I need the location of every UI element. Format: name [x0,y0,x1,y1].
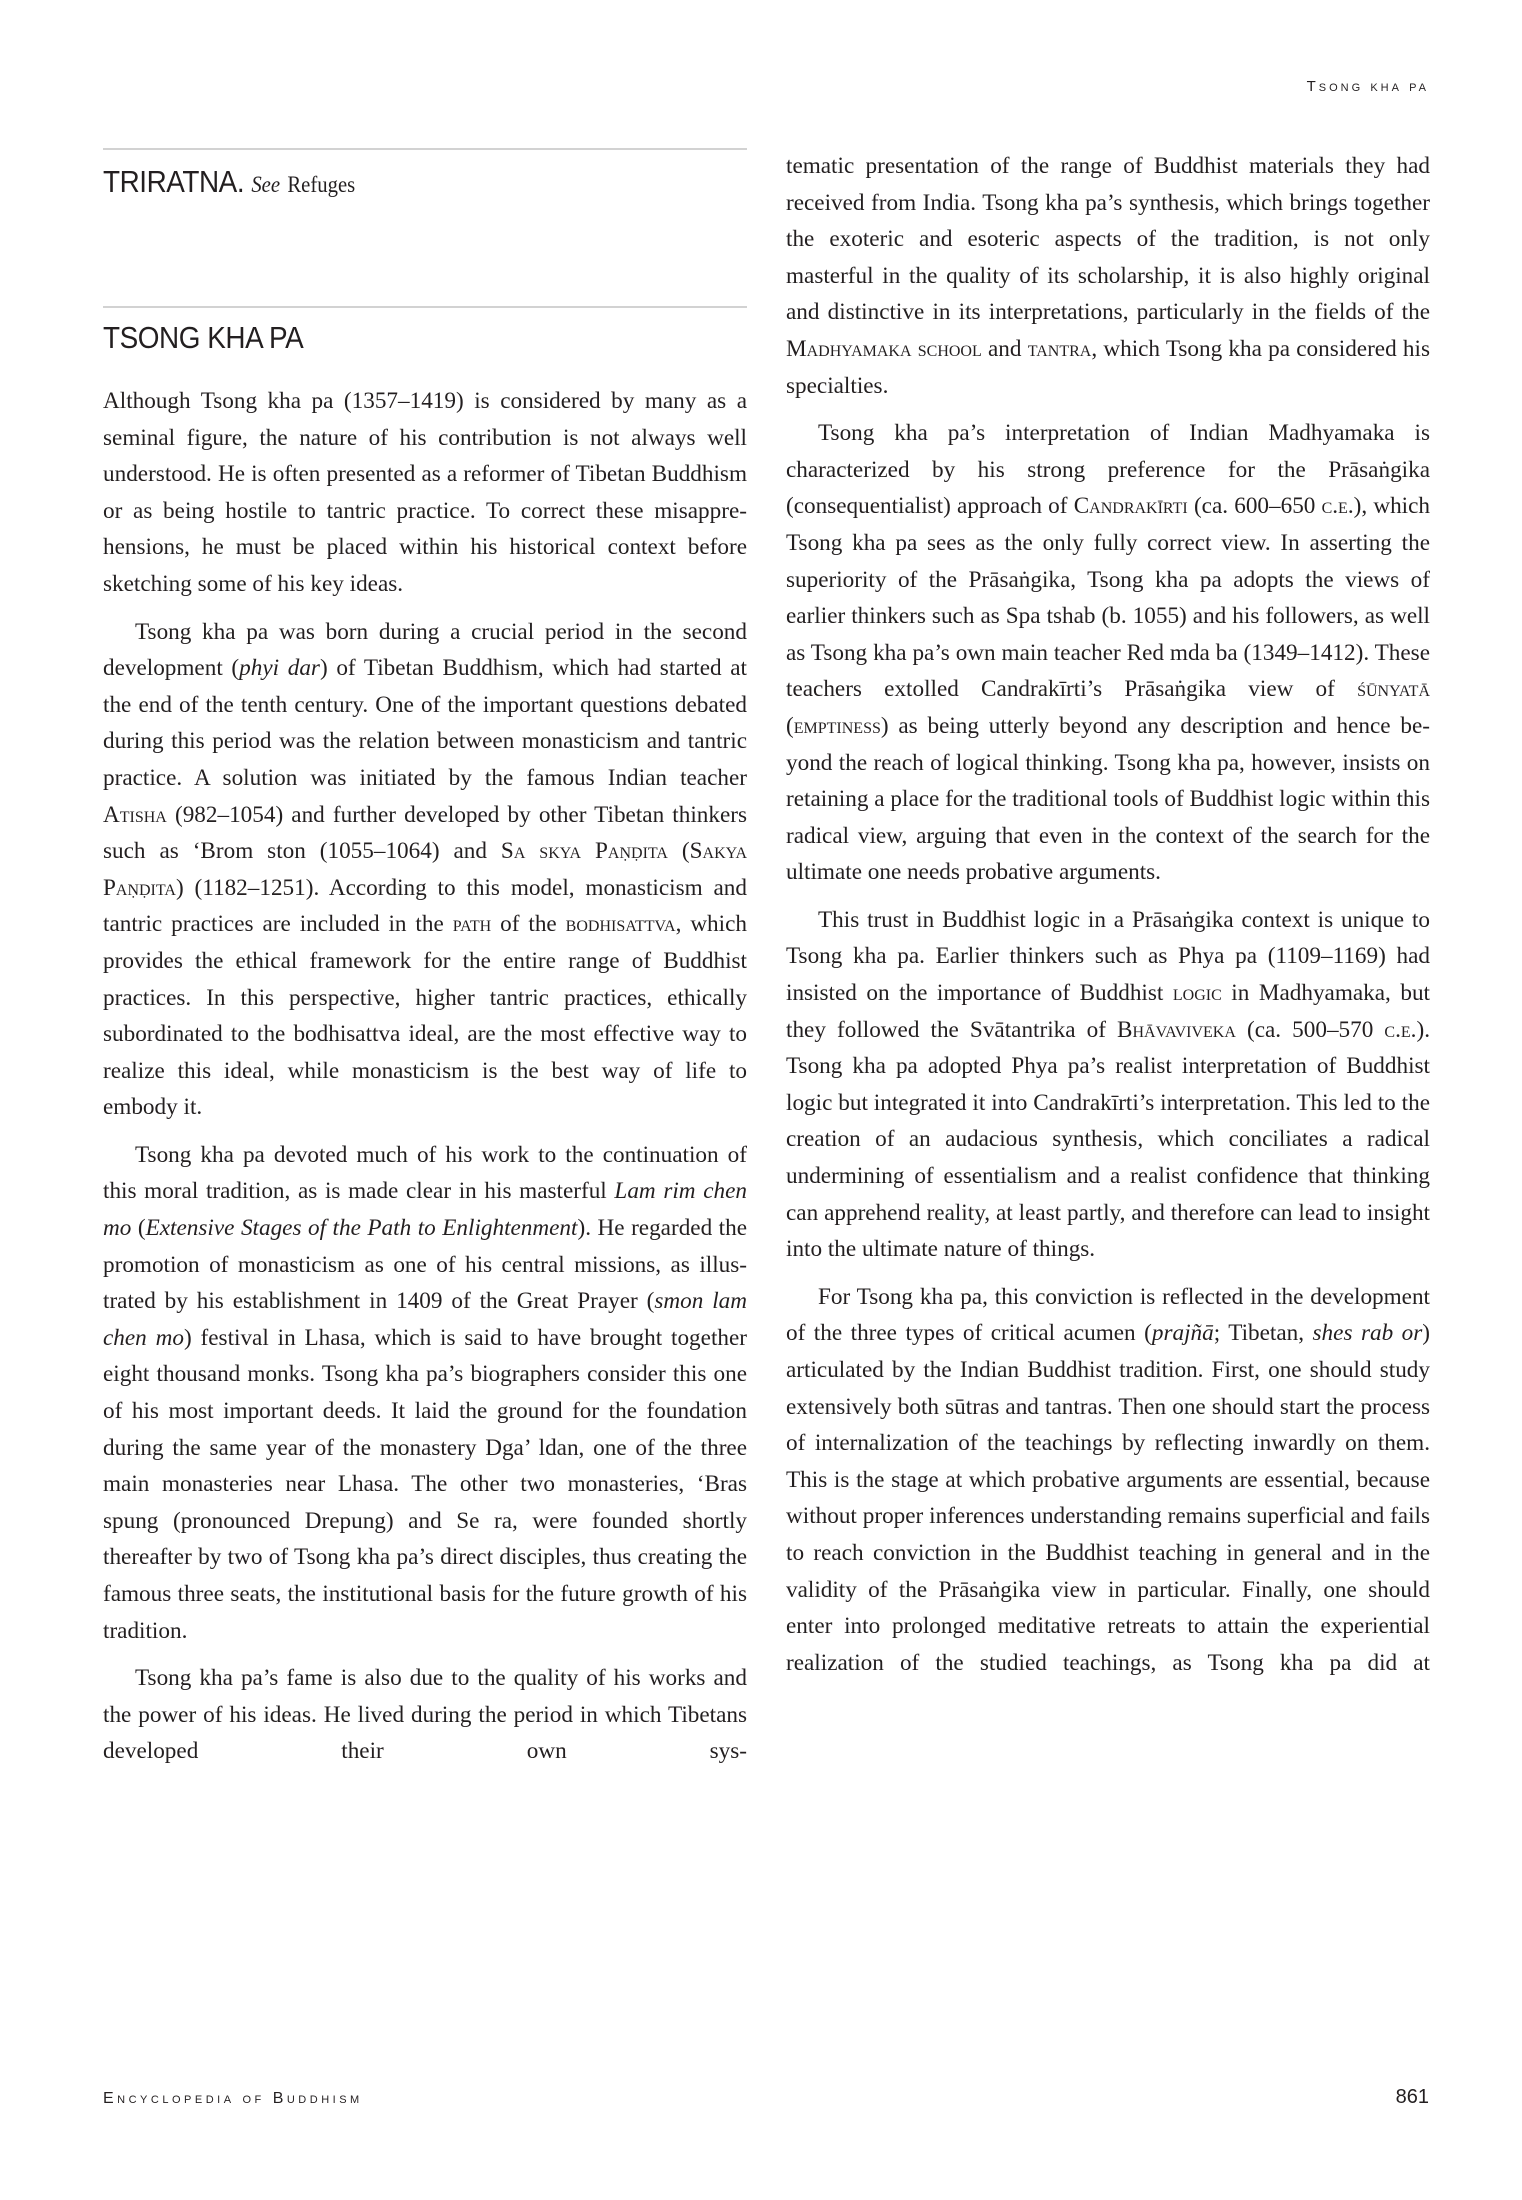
paragraph: For Tsong kha pa, this conviction is reflected in the development of the three types of critical acumen (prajñā; Tibetan, shes rab or) articulated by the Indian Buddhist tradition. First, one should study extensively both sūtras and tantras. Then one should start the process of internalization of the teachings by reflecting inwardly on them. This is the stage at which probative arguments are essential, because without proper inferences understanding remains superficial and fails to reach conviction in the Buddhist teaching in general and in the validity of the Prāsaṅgika view in particular. Finally, one should enter into prolonged meditative retreats to attain the experiential realization of the studied teachings, as Tsong kha pa did at [786,1283,1431,1676]
paragraph: Tsong kha pa was born during a crucial period in the second development (phyi dar) of Tibetan Buddhism, which had started at the end of the tenth century. One of the important questions debated during this period was the relation between monasticism and tantric practice. A solution was initiated by the famous Indian teacher Atisha (982–1054) and further developed by other Tibetan thinkers such as ‘Brom ston (1055–1064) and Sa skya Paṇḍita (Sakya Paṇḍita) (1182–1251). According to this model, monasticism and tantric practices are included in the path of the bodhisattva, which provides the ethical framework for the entire range of Buddhist practices. In this perspective, higher tantric practices, ethically subordinated to the bodhisattva ideal, are the most effective way to realize this ideal, while monasticism is the best way of life to embody it. [103,618,747,1121]
crossref-link-sunyata[interactable]: śūnyatā [1357,676,1430,703]
paragraph: This trust in Buddhist logic in a Prāsaṅgika context is unique to Tsong kha pa. Earlier thinkers such as Phya pa (1109–1169) had insisted on the importance of Buddhist logic in Madhyamaka, but they followed the Svātantrika of Bhāvaviveka (ca. 500–570 c.e.). Tsong kha pa adopted Phya pa’s realist interpretation of Buddhist logic but integrated it into Candrakīrti’s interpretation. This led to the creation of an audacious synthesis, which conciliates a radical undermining of essentialism and a realist confidence that thinking can apprehend reality, at least partly, and therefore can lead to insight into the ultimate nature of things. [786,906,1430,1263]
left-column [103,148,747,1781]
crossref-link-madhyamaka-school[interactable]: Madhyamaka school [786,335,982,362]
crossref-link-atisha[interactable]: Atisha [103,801,167,828]
entry-divider [103,306,747,308]
work-title: Lam rim chen mo [103,1178,747,1242]
paragraph: Tsong kha pa devoted much of his work to the continuation of this moral tradition, as is made clear in his masterful Lam rim chen mo (Extensive Stages of the Path to Enlightenment). He regarded the promotion of monasticism as one of his central missions, as illustrated by his establishment in 1409 of the Great Prayer (smon lam chen mo) festival in Lhasa, which is said to have brought together eight thousand monks. Tsong kha pa’s biographers consider this one of his most important deeds. It laid the ground for the foundation during the same year of the monastery Dga’ ldan, one of the three main monasteries near Lhasa. The other two monasteries, ‘Bras spung (pronounced Drepung) and Se ra, were founded shortly thereafter by two of Tsong kha pa’s direct disciples, thus creating the famous three seats, the institutional basis for the future growth of his tradition. [103,1141,748,1644]
footer-publication-title: Encyclopedia of Buddhism [103,2090,363,2107]
tibetan-term: phyi dar [239,655,320,682]
sanskrit-term: prajñā [1151,1320,1214,1347]
crossref-link-path[interactable]: path [452,911,492,938]
paragraph: Tsong kha pa’s interpretation of Indian Madhyamaka is characterized by his strong preference for the Prāsaṅgika (consequentialist) approach of Candrakīrti (ca. 600–650 c.e.), which Tsong kha pa sees as the only fully correct view. In asserting the superiority of the Prāsaṅgika, Tsong kha pa adopts the views of earlier thinkers such as Spa tshab (b. 1055) and his followers, as well as Tsong kha pa’s own main teacher Red mda ba (1349–1412). These teachers extolled Candrakīrti’s Prāsaṅgika view of śūnyatā (emptiness) as being utterly beyond any description and hence beyond the reach of logical thinking. Tsong kha pa, however, insists on retaining a place for the traditional tools of Buddhist logic within this radical view, arguing that even in the context of the search for the ultimate one needs probative arguments. [786,420,1430,886]
crossref-link-candrakirti[interactable]: Candrakīrti [1073,493,1188,520]
crossref-link-refuges[interactable]: Refuges [287,172,356,197]
work-title-translation: Extensive Stages of the Path to Enlightenment [145,1215,578,1242]
entry-title: TSONG KHA PA [103,320,304,355]
crossref-link-sa-skya-pandita[interactable]: Sa skya Paṇḍita [500,838,668,865]
paragraph: tematic presentation of the range of Buddhist materials they had received from India. Tsong kha pa’s synthesis, which brings together the exoteric and esoteric aspects of the tradition, is not only masterful in the quality of its scholarship, it is also highly original and distinctive in its interpretations, particularly in the fields of the Madhyamaka school and tantra, which Tsong kha pa considered his specialties. [786,153,1430,399]
right-column [786,148,1430,1692]
tibetan-term: smon lam chen mo [103,1288,747,1351]
entry-divider [103,148,747,150]
page-number: 861 [1395,2086,1429,2108]
crossref-link-bhavaviveka[interactable]: Bhāvaviveka [1117,1016,1236,1043]
running-head: Tsong kha pa [1306,78,1429,95]
paragraph: Although Tsong kha pa (1357–1419) is considered by many as a seminal figure, the nature of his contribution is not always well understood. He is often presented as a reformer of Tibetan Buddhism or as being hostile to tantric practice. To correct these misapprehensions, he must be placed within his historical context before sketching some of his key ideas. [103,388,747,597]
crossref-link-logic[interactable]: logic [1172,980,1222,1007]
crossref-link-emptiness[interactable]: emptiness [793,712,881,739]
crossref-link-tantra[interactable]: tantra [1027,335,1092,362]
crossref-link-bodhisattva[interactable]: bodhisattva [565,911,676,938]
see-label: See [251,172,281,197]
headword-triratna: TRIRATNA. [103,164,245,199]
tibetan-term: shes rab or [1312,1320,1423,1347]
crossref-entry-triratna [103,166,683,306]
crossref-link-sakya-pandita[interactable]: Sakya Paṇḍita [103,838,747,901]
paragraph: Tsong kha pa’s fame is also due to the quality of his works and the power of his ideas. He lived during the period in which Tibetans developed their own sys- [103,1665,747,1765]
